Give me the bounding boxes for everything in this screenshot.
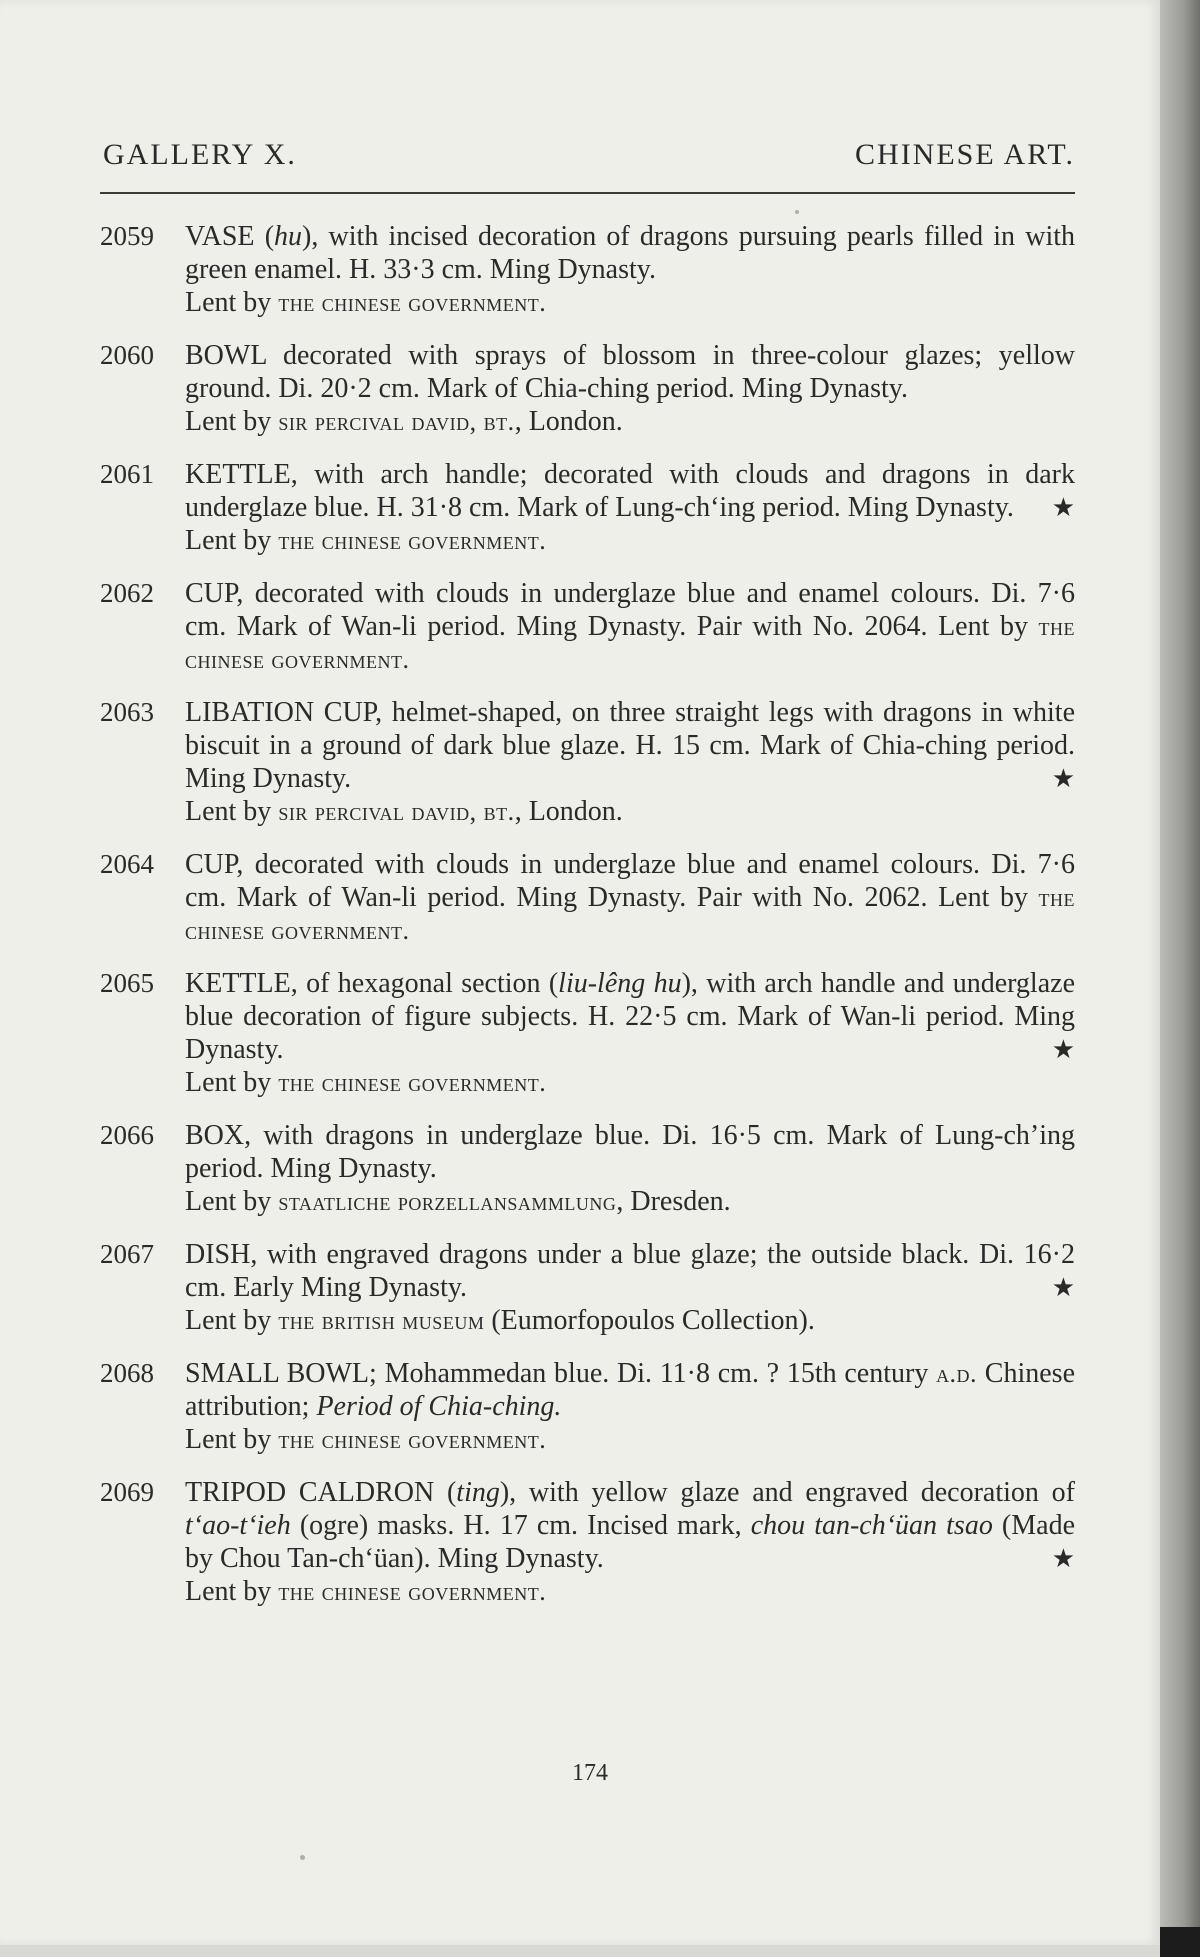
entry-lender: Lent by the chinese government. bbox=[185, 1576, 547, 1607]
entry-text bbox=[185, 967, 1075, 1099]
catalogue-entry bbox=[100, 1119, 1080, 1218]
entry-text bbox=[185, 220, 1075, 319]
entry-title: TRIPOD CALDRON bbox=[185, 1477, 435, 1508]
entry-lender: Lent by the chinese government. bbox=[185, 1424, 547, 1455]
entry-text bbox=[185, 1476, 1075, 1608]
entry-lender: Lent by the chinese government. bbox=[185, 287, 547, 318]
entry-number: 2063 bbox=[100, 697, 154, 727]
entry-title: CUP, bbox=[185, 578, 244, 609]
star-icon: ★ bbox=[1051, 1544, 1075, 1573]
entry-description: of hexagonal section (liu-lêng hu), with arch handle and underglaze blue decoration of figure subjects. H. 22·5 cm. Mark of Wan-li period. Ming Dynasty. bbox=[185, 968, 1075, 1065]
entry-text bbox=[185, 1119, 1075, 1218]
entry-description: with engraved dragons under a blue glaze; the outside black. Di. 16·2 cm. Early Ming Dynasty. bbox=[185, 1239, 1076, 1303]
cover-corner bbox=[1160, 1927, 1200, 1957]
entry-title: BOX, bbox=[185, 1120, 252, 1151]
entry-description: (ting), with yellow glaze and engraved decoration of t‘ao-t‘ieh (ogre) masks. H. 17 cm. Incised mark, chou tan-ch‘üan tsao (Made by Chou Tan-ch‘üan). Ming Dynasty. bbox=[185, 1477, 1075, 1574]
entry-lender: Lent by the chinese government. bbox=[185, 525, 547, 556]
entry-text bbox=[185, 696, 1075, 828]
catalogue-entry bbox=[100, 967, 1080, 1099]
star-icon: ★ bbox=[1051, 1273, 1075, 1302]
entry-description: with arch handle; decorated with clouds and dragons in dark underglaze blue. H. 31·8 cm. Mark of Lung-ch‘ing period. Ming Dynasty. bbox=[185, 459, 1076, 523]
entry-text bbox=[185, 458, 1075, 557]
star-icon: ★ bbox=[1051, 493, 1075, 522]
entry-number: 2067 bbox=[100, 1239, 154, 1269]
entry-number: 2064 bbox=[100, 849, 154, 879]
entry-title: SMALL BOWL; bbox=[185, 1358, 377, 1389]
running-header bbox=[103, 138, 1075, 172]
entry-title: LIBATION CUP, bbox=[185, 697, 383, 728]
entry-description: (hu), with incised decoration of dragons pursuing pearls filled in with green enamel. H. 33·3 cm. Ming Dynasty. bbox=[185, 221, 1076, 285]
catalogue-entry bbox=[100, 458, 1080, 557]
star-icon: ★ bbox=[1051, 764, 1075, 793]
entry-title: DISH, bbox=[185, 1239, 258, 1270]
entry-number: 2061 bbox=[100, 459, 154, 489]
entry-description: decorated with sprays of blossom in three-colour glazes; yellow ground. Di. 20·2 cm. Mark of Chia-ching period. Ming Dynasty. bbox=[185, 340, 1076, 404]
entry-description: decorated with clouds in underglaze blue and enamel colours. Di. 7·6 cm. Mark of Wan-li period. Ming Dynasty. Pair with No. 2064. Lent by the chinese government. bbox=[185, 578, 1075, 674]
catalogue-entry bbox=[100, 339, 1080, 438]
catalogue-entry bbox=[100, 1357, 1080, 1456]
catalogue-entry bbox=[100, 220, 1080, 319]
entry-number: 2062 bbox=[100, 578, 154, 608]
catalogue-entry bbox=[100, 1238, 1080, 1337]
entry-number: 2065 bbox=[100, 968, 154, 998]
entry-number: 2060 bbox=[100, 340, 154, 370]
catalogue-entries bbox=[100, 220, 1080, 1628]
entry-lender: Lent by staatliche porzellansammlung, Dresden. bbox=[185, 1186, 731, 1217]
entry-description: decorated with clouds in underglaze blue and enamel colours. Di. 7·6 cm. Mark of Wan-li period. Ming Dynasty. Pair with No. 2062. Lent by the chinese government. bbox=[185, 849, 1075, 945]
paper-speck bbox=[300, 1855, 305, 1860]
star-icon: ★ bbox=[1051, 1035, 1075, 1064]
entry-title: KETTLE, bbox=[185, 968, 298, 999]
paper-speck bbox=[795, 210, 799, 214]
entry-description: with dragons in underglaze blue. Di. 16·5 cm. Mark of Lung-ch’ing period. Ming Dynasty. bbox=[185, 1120, 1076, 1184]
catalogue-entry bbox=[100, 848, 1080, 947]
catalogue-entry bbox=[100, 696, 1080, 828]
entry-title: BOWL bbox=[185, 340, 267, 371]
entry-text bbox=[185, 1357, 1075, 1456]
header-gallery: GALLERY X. bbox=[103, 138, 297, 171]
entry-number: 2059 bbox=[100, 221, 154, 251]
entry-text bbox=[185, 1238, 1075, 1337]
catalogue-entry bbox=[100, 577, 1080, 676]
entry-number: 2068 bbox=[100, 1358, 154, 1388]
page-number: 174 bbox=[572, 1760, 608, 1786]
entry-text bbox=[185, 848, 1075, 947]
entry-lender: Lent by the chinese government. bbox=[185, 1067, 547, 1098]
entry-title: CUP, bbox=[185, 849, 244, 880]
entry-description: Mohammedan blue. Di. 11·8 cm. ? 15th century a.d. Chinese attribution; Period of Chia-ching. bbox=[185, 1358, 1076, 1422]
book-edge bbox=[1160, 0, 1200, 1957]
entry-lender: Lent by the british museum (Eumorfopoulos Collection). bbox=[185, 1305, 815, 1336]
catalogue-entry bbox=[100, 1476, 1080, 1608]
entry-title: KETTLE, bbox=[185, 459, 298, 490]
entry-lender: Lent by sir percival david, bt., London. bbox=[185, 796, 623, 827]
entry-description: helmet-shaped, on three straight legs with dragons in white biscuit in a ground of dark blue glaze. H. 15 cm. Mark of Chia-ching period. Ming Dynasty. bbox=[185, 697, 1075, 794]
entry-text bbox=[185, 339, 1075, 438]
entry-number: 2066 bbox=[100, 1120, 154, 1150]
entry-title: VASE bbox=[185, 221, 255, 252]
entry-lender: Lent by sir percival david, bt., London. bbox=[185, 406, 623, 437]
entry-number: 2069 bbox=[100, 1477, 154, 1507]
header-rule bbox=[100, 192, 1075, 194]
header-section: CHINESE ART. bbox=[855, 138, 1075, 171]
entry-text bbox=[185, 577, 1075, 676]
